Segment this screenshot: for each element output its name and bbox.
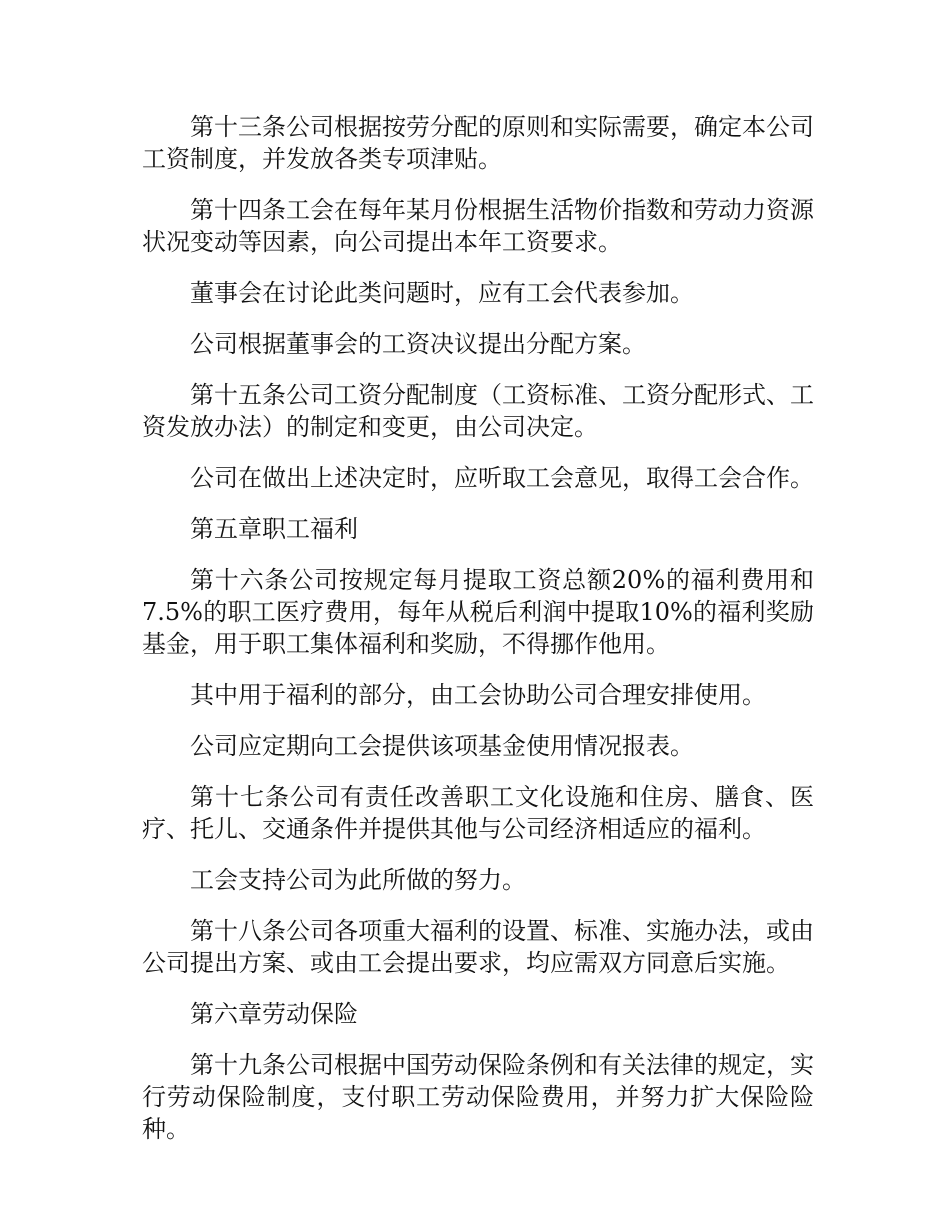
paragraph-article-18: 第十八条公司各项重大福利的设置、标准、实施办法，或由公司提出方案、或由工会提出要求，均应需双方同意后实施。 (142, 917, 814, 977)
paragraph-article-16: 第十六条公司按规定每月提取工资总额20%的福利费用和7.5%的职工医疗费用，每年从税后利润中提取10%的福利奖励基金，用于职工集体福利和奖励，不得挪作他用。 (142, 566, 814, 658)
chapter-heading-6: 第六章劳动保险 (190, 1000, 358, 1028)
paragraph-article-13: 第十三条公司根据按劳分配的原则和实际需要，确定本公司工资制度，并发放各类专项津贴。 (142, 113, 814, 173)
paragraph-article-17: 第十七条公司有责任改善职工文化设施和住房、膳食、医疗、托儿、交通条件并提供其他与公司经济相适应的福利。 (142, 783, 814, 843)
document-page (142, 111, 814, 1164)
paragraph-union-support: 工会支持公司为此所做的努力。 (190, 866, 526, 894)
paragraph-fund-report: 公司应定期向工会提供该项基金使用情况报表。 (190, 732, 694, 760)
paragraph-board-union-rep: 董事会在讨论此类问题时，应有工会代表参加。 (190, 279, 694, 307)
chapter-heading-5: 第五章职工福利 (190, 515, 358, 543)
paragraph-welfare-usage: 其中用于福利的部分，由工会协助公司合理安排使用。 (190, 681, 766, 709)
paragraph-article-15: 第十五条公司工资分配制度（工资标准、工资分配形式、工资发放办法）的制定和变更，由公司决定。 (142, 381, 814, 441)
paragraph-union-opinion: 公司在做出上述决定时，应听取工会意见，取得工会合作。 (190, 464, 814, 492)
paragraph-distribution-plan: 公司根据董事会的工资决议提出分配方案。 (190, 330, 646, 358)
paragraph-article-14: 第十四条工会在每年某月份根据生活物价指数和劳动力资源状况变动等因素，向公司提出本年工资要求。 (142, 196, 814, 256)
paragraph-article-19: 第十九条公司根据中国劳动保险条例和有关法律的规定，实行劳动保险制度，支付职工劳动保险费用，并努力扩大保险险种。 (142, 1051, 814, 1143)
